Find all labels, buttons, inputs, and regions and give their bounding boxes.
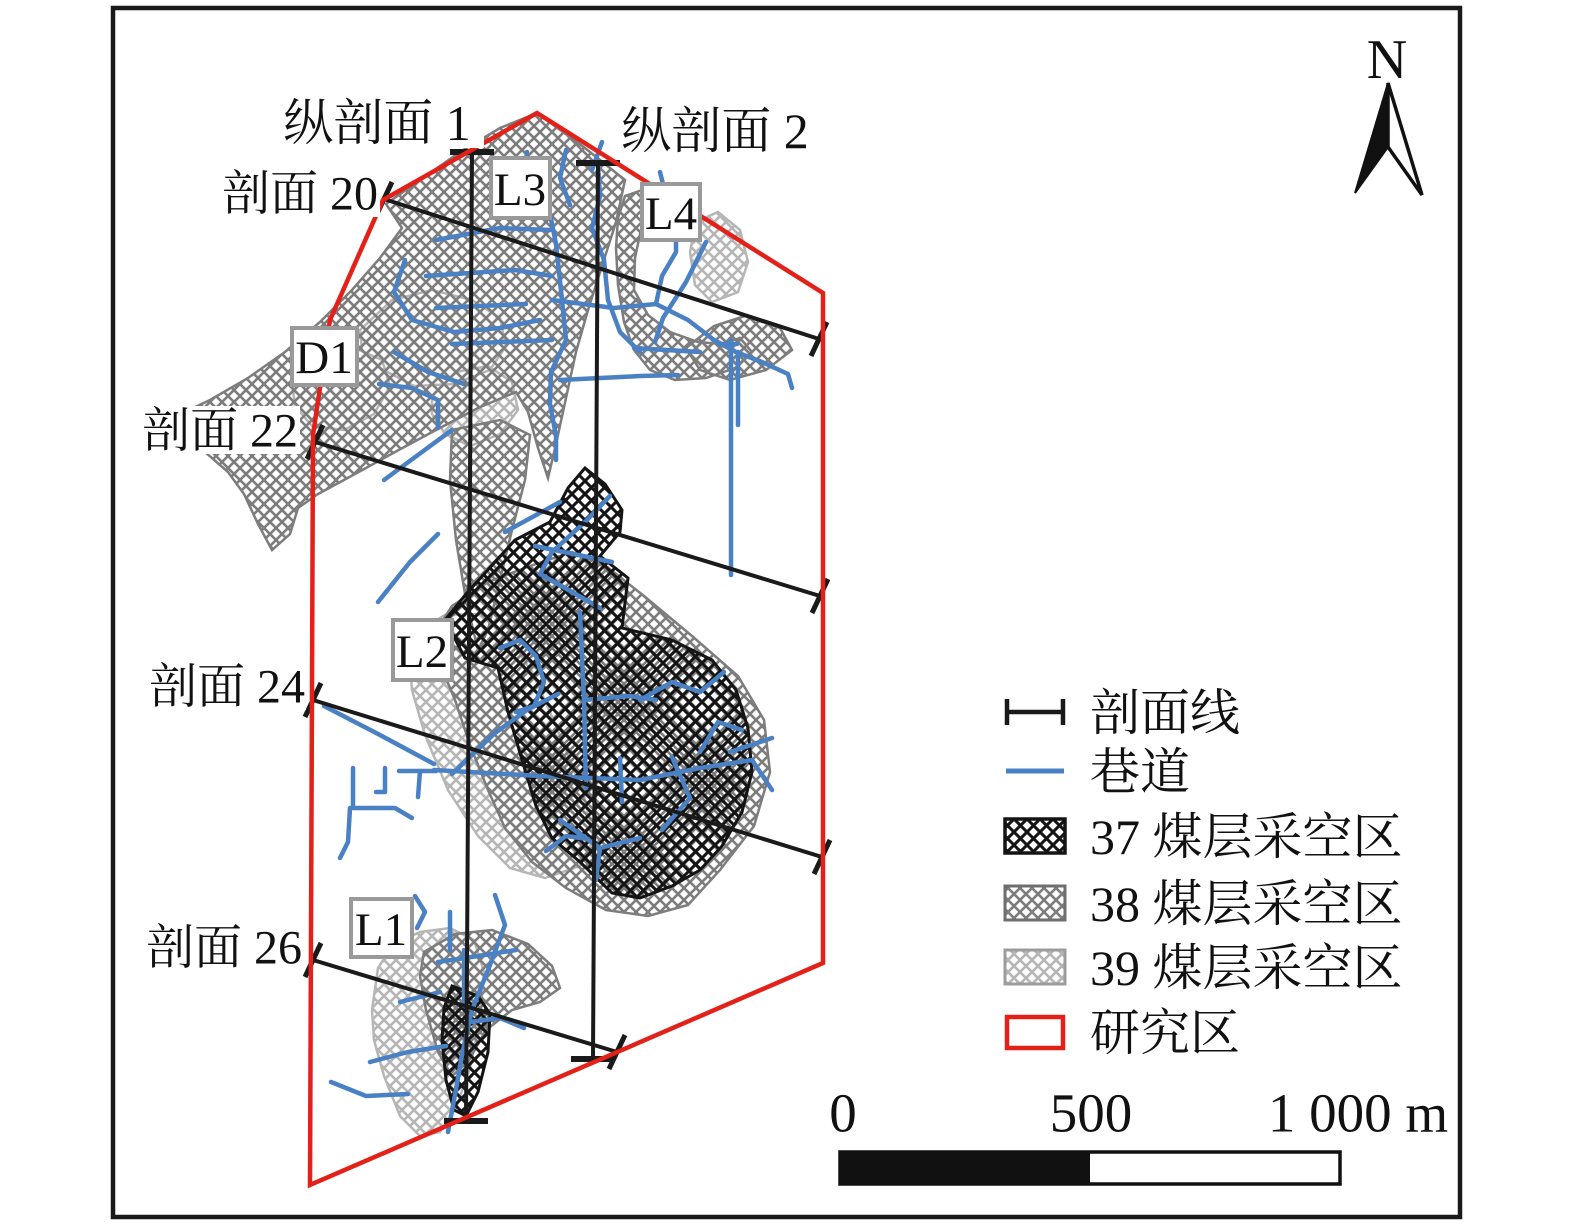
tunnel-line [418, 771, 420, 797]
scale-bar [829, 1083, 1448, 1185]
goaf-37-swatch [1005, 819, 1065, 853]
legend-label: 37 煤层采空区 [1090, 809, 1403, 865]
legend-item-goaf-37 [1005, 809, 1403, 865]
legend-item-section-line [1007, 685, 1240, 741]
legend-item-goaf-39 [1005, 940, 1403, 996]
legend-item-tunnel [1006, 744, 1190, 800]
section-24-label: 剖面 24 [148, 660, 305, 714]
tunnel-line [376, 768, 385, 792]
site-label-l1: L1 [354, 904, 408, 956]
legend-item-goaf-38 [1005, 876, 1403, 932]
legend-label: 39 煤层采空区 [1090, 940, 1403, 996]
legend [1005, 685, 1403, 1061]
north-label: N [1366, 29, 1408, 91]
north-arrow [1355, 29, 1422, 195]
legend-label: 研究区 [1090, 1005, 1240, 1061]
site-label-l2: L2 [395, 626, 449, 678]
north-arrow-right-half [1388, 83, 1422, 195]
study-area-swatch [1007, 1017, 1063, 1048]
tunnel-line [560, 375, 678, 380]
north-arrow-left-half [1355, 83, 1388, 193]
longitudinal-section-2-line [593, 163, 598, 1059]
site-label-d1: D1 [295, 332, 353, 384]
site-label-l4: L4 [644, 188, 698, 240]
scale-tick-500: 500 [1049, 1082, 1133, 1144]
scale-tick-0: 0 [829, 1082, 857, 1144]
section-20-label: 剖面 20 [221, 167, 378, 221]
goaf-39-swatch [1005, 950, 1065, 984]
goaf-38-swatch [1005, 886, 1065, 920]
scale-bar-filled-half [840, 1152, 1090, 1184]
site-label-l3: L3 [493, 164, 547, 216]
tunnel-line [324, 706, 434, 764]
section-22-label: 剖面 22 [141, 404, 298, 458]
legend-label: 剖面线 [1090, 685, 1240, 741]
tunnel-line [340, 808, 350, 858]
longitudinal-section-1-label: 纵剖面 1 [283, 95, 471, 151]
tunnel-line [415, 896, 425, 928]
legend-item-study-area [1007, 1005, 1240, 1061]
longitudinal-section-2-label: 纵剖面 2 [621, 103, 809, 159]
scale-tick-1000: 1 000 m [1267, 1082, 1449, 1144]
section-26-label: 剖面 26 [145, 921, 302, 975]
legend-label: 38 煤层采空区 [1090, 876, 1403, 932]
legend-label: 巷道 [1090, 744, 1190, 800]
tunnel-line [378, 534, 438, 602]
